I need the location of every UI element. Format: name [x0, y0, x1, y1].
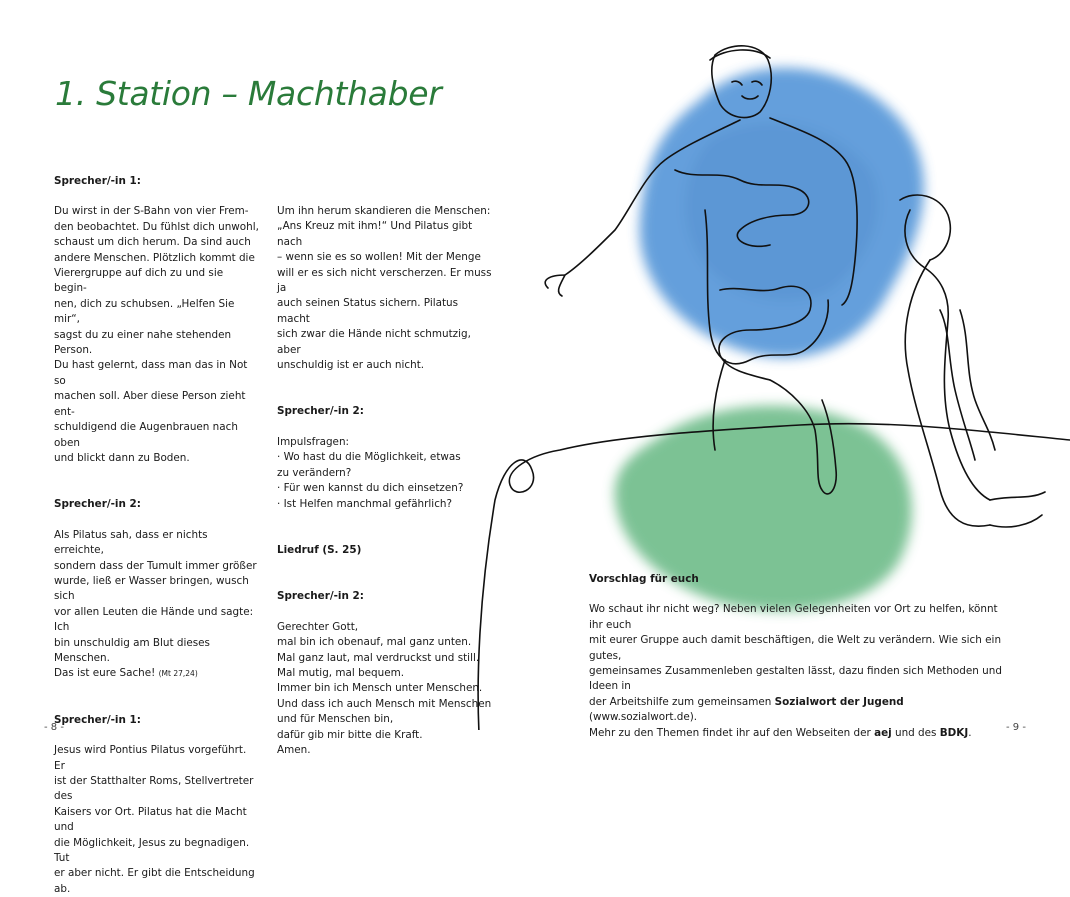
- speaker-body: Als Pilatus sah, dass er nichts erreichte, sondern dass der Tumult immer größer wurde, ließ er Wasser bringen, wusch sich vor allen Leuten die Hände und sagte: Ich bin unschuldig am Blut dieses Menschen. Das ist eure Sache!: [54, 528, 257, 680]
- sozialwort-link-text: Sozialwort der Jugend: [774, 695, 904, 708]
- blue-watercolor-blob: [640, 68, 924, 358]
- song-label: Liedruf (S. 25): [277, 543, 362, 556]
- suggestion-line: mit eurer Gruppe auch damit beschäftigen, die Welt zu verändern. Wie sich ein gutes,: [589, 634, 1002, 662]
- speaker-text: Du wirst in der S-Bahn von vier Frem- den beobachtet. Du fühlst dich unwohl, schaust um dich herum. Da sind auch andere Menschen. Plötzlich kommt die Vierergruppe auf dich zu und sie begin- nen, dich zu schubsen. „Helfen Sie mir“, sagst du zu einer nahe stehenden Person. Du hast gelernt, dass man das in Not so machen soll. Aber diese Person zieht ent- schuldigend die Augenbrauen nach oben und blickt dann zu Boden.: [54, 205, 259, 464]
- bdkj-name: BDKJ: [939, 726, 969, 739]
- speaker-label: Sprecher/-in 1:: [54, 713, 141, 726]
- column-middle: [277, 204, 492, 758]
- intro-text: Um ihn herum skandieren die Menschen: „Ans Kreuz mit ihm!“ Und Pilatus gibt nach – wenn sie es so wollen! Mit der Menge will er es sich nicht verscherzen. Er muss ja auch seinen Status sichern. Pilatus macht sich zwar die Hände nicht schmutzig, aber unschuldig ist er auch nicht.: [277, 205, 492, 372]
- speaker-label: Sprecher/-in 2:: [277, 405, 364, 418]
- page-number-right: - 9 -: [1006, 722, 1026, 733]
- suggestion-box: [589, 572, 1014, 741]
- column-left: [54, 174, 259, 897]
- impulse-intro: Impulsfragen:: [277, 435, 350, 448]
- suggestion-line: [589, 695, 1014, 726]
- suggestion-text: Mehr zu den Themen findet ihr auf den Webseiten der: [589, 726, 875, 739]
- speaker-label: Sprecher/-in 2:: [54, 498, 141, 511]
- speaker-label: Sprecher/-in 2:: [277, 590, 364, 603]
- suggestion-line: Wo schaut ihr nicht weg? Neben vielen Gelegenheiten vor Ort zu helfen, könnt ihr euch: [589, 603, 998, 631]
- page-title: 1. Station – Machthaber: [55, 74, 442, 113]
- bible-reference: (Mt 27,24): [158, 669, 198, 679]
- suggestion-line: gemeinsames Zusammenleben gestalten lässt, dazu finden sich Methoden und Ideen in: [589, 665, 1002, 693]
- suggestion-text: (www.sozialwort.de).: [589, 711, 698, 724]
- suggestion-text: und des: [891, 726, 940, 739]
- suggestion-text: der Arbeitshilfe zum gemeinsamen: [589, 695, 775, 708]
- page-number-left: - 8 -: [44, 722, 64, 733]
- impulse-questions: · Wo hast du die Möglichkeit, etwas zu verändern? · Für wen kannst du dich einsetzen? · Ist Helfen manchmal gefährlich?: [277, 451, 464, 510]
- speaker-text: Jesus wird Pontius Pilatus vorgeführt. Er ist der Statthalter Roms, Stellvertreter des Kaisers vor Ort. Pilatus hat die Macht und die Möglichkeit, Jesus zu begnadigen. Tut er aber nicht. Er gibt die Entscheidung ab.: [54, 744, 255, 895]
- speaker-label: Sprecher/-in 1:: [54, 175, 141, 187]
- suggestion-line: [589, 726, 1014, 741]
- speaker-text: [54, 528, 259, 682]
- prayer-text: Gerechter Gott, mal bin ich obenauf, mal ganz unten. Mal ganz laut, mal verdruckst und still. Mal mutig, mal bequem. Immer bin ich Mensch unter Menschen. Und dass ich auch Mensch mit Menschen und für Menschen bin, dafür gib mir bitte die Kraft. Amen.: [277, 620, 492, 756]
- suggestion-heading: Vorschlag für euch: [589, 573, 699, 585]
- aej-name: aej: [874, 726, 892, 739]
- suggestion-text: .: [968, 726, 972, 739]
